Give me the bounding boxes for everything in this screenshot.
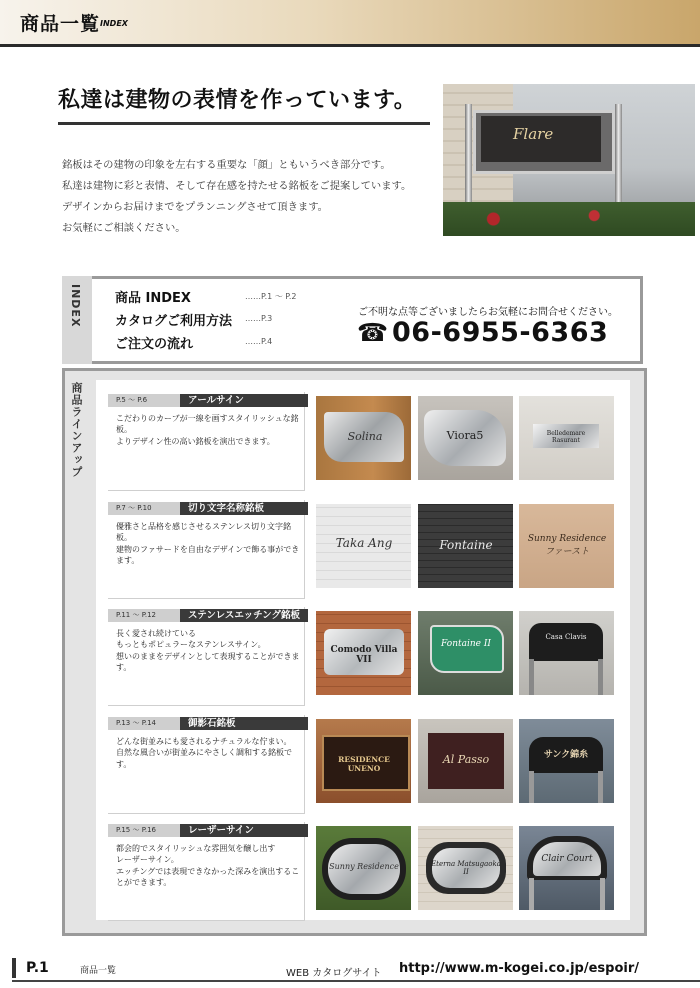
product-pages: P.15 ～ P.16 [108,824,180,837]
sign-text: Sunny Residence [329,862,399,871]
product-desc: 都会的でスタイリッシュな雰囲気を醸し出す レーザーサイン。 エッチングでは表現できなかった深みを演出することができます。 [116,844,300,887]
product-name: アールサイン [188,395,244,406]
index-item-pages: ……P.1 ～ P.2 [245,292,297,301]
page-title: 商品一覧 [20,13,101,35]
sign-text: Solina [347,430,383,443]
product-photo [418,396,513,480]
product-pages: P.13 ～ P.14 [108,717,180,730]
hero-underline [58,122,430,125]
hero-paragraph: 私達は建物に彩と表情、そして存在感を持たせる銘板をご提案しています。 [62,180,412,192]
product-photo [519,826,614,910]
index-item-label: 商品 INDEX [115,291,191,306]
product-photo [519,719,614,803]
hero-sign-text: Flare [513,125,554,143]
index-item-pages: ……P.4 [245,337,273,346]
phone-number: 06-6955-6363 [392,317,609,348]
index-side-label: INDEX [69,284,82,328]
product-desc: こだわりのカーブが一線を画すスタイリッシュな銘板。 よりデザイン性の高い銘板を演出できます。 [116,414,299,446]
sign-text: Belledemare Rasurant [546,430,586,444]
sign-text: Taka Ang [335,536,393,550]
product-photo [418,826,513,910]
product-photo [519,396,614,480]
product-pages: P.7 ～ P.10 [108,502,180,515]
sign-text: Casa Clavis [545,633,587,641]
index-item-pages: ……P.3 [245,314,273,323]
product-pages: P.5 ～ P.6 [108,394,180,407]
sign-text: Sunny Residence ファースト [527,534,607,557]
sign-text: Clair Court [541,854,593,864]
product-desc: 優雅さと品格を感じさせるステンレス切り文字銘板。 建物のファサードを自由なデザインで飾る事ができます。 [116,522,300,565]
sign-text: Viora5 [446,429,484,442]
page-subtitle: INDEX [100,19,128,28]
hero-paragraph: 銘板はその建物の印象を左右する重要な「顔」ともいうべき部分です。 [62,159,391,171]
product-row [108,392,613,490]
product-name: 切り文字名称銘板 [188,503,265,514]
product-row [108,500,613,598]
lineup-side-label: 商品ラインアップ [70,382,83,478]
product-photo [316,396,411,480]
sign-text: サンク錦糸 [543,750,589,760]
contact-text: ご不明な点等ございましたらお気軽にお問合せください。 [358,307,618,318]
product-pages: P.11 ～ P.12 [108,609,180,622]
index-item-label: ご注文の流れ [115,337,194,352]
product-desc: 長く愛され続けている もっともポピュラーなステンレスサイン。 想いのままをデザインとして表現することができます。 [116,629,300,672]
footer-web-label: WEB カタログサイト [286,968,382,979]
product-photo [418,611,513,695]
product-desc: どんな街並みにも愛されるナチュラルな佇まい。 自然な風合いが街並みにやさしく調和する銘板です。 [116,737,292,769]
hero-paragraph: お気軽にご相談ください。 [62,222,186,234]
product-name: ステンレスエッチング銘板 [188,610,300,621]
product-name: レーザーサイン [188,825,254,836]
product-photo [316,504,411,588]
product-photo [316,719,411,803]
sign-text: RESIDENCE UNENO [338,755,390,773]
footer-page-title: 商品一覧 [80,966,117,976]
product-photo [316,611,411,695]
product-name: 御影石銘板 [188,718,236,729]
hero-title: 私達は建物の表情を作っています。 [58,88,417,113]
product-photo [519,611,614,695]
hero-photo [443,84,695,236]
sign-text: Comodo Villa VII [330,645,398,665]
product-photo [418,504,513,588]
product-photo [418,719,513,803]
sign-text: Fontaine II [441,639,491,649]
sign-text: Eterna Matsugaoka II [431,860,501,876]
footer-divider [12,980,700,982]
product-photo [316,826,411,910]
product-row [108,607,613,705]
footer-url-link[interactable]: http://www.m-kogei.co.jp/espoir/ [399,961,639,976]
index-item-label: カタログご利用方法 [115,314,233,329]
product-photo [519,504,614,588]
footer-accent [12,958,16,978]
sign-text: Fontaine [439,538,493,552]
telephone-icon: ☎ [357,318,389,347]
product-row [108,822,613,920]
sign-text: Al Passo [442,753,490,766]
product-row [108,715,613,813]
footer-page-number: P.1 [26,960,49,976]
hero-paragraph: デザインからお届けまでをプランニングさせて頂きます。 [62,201,328,213]
